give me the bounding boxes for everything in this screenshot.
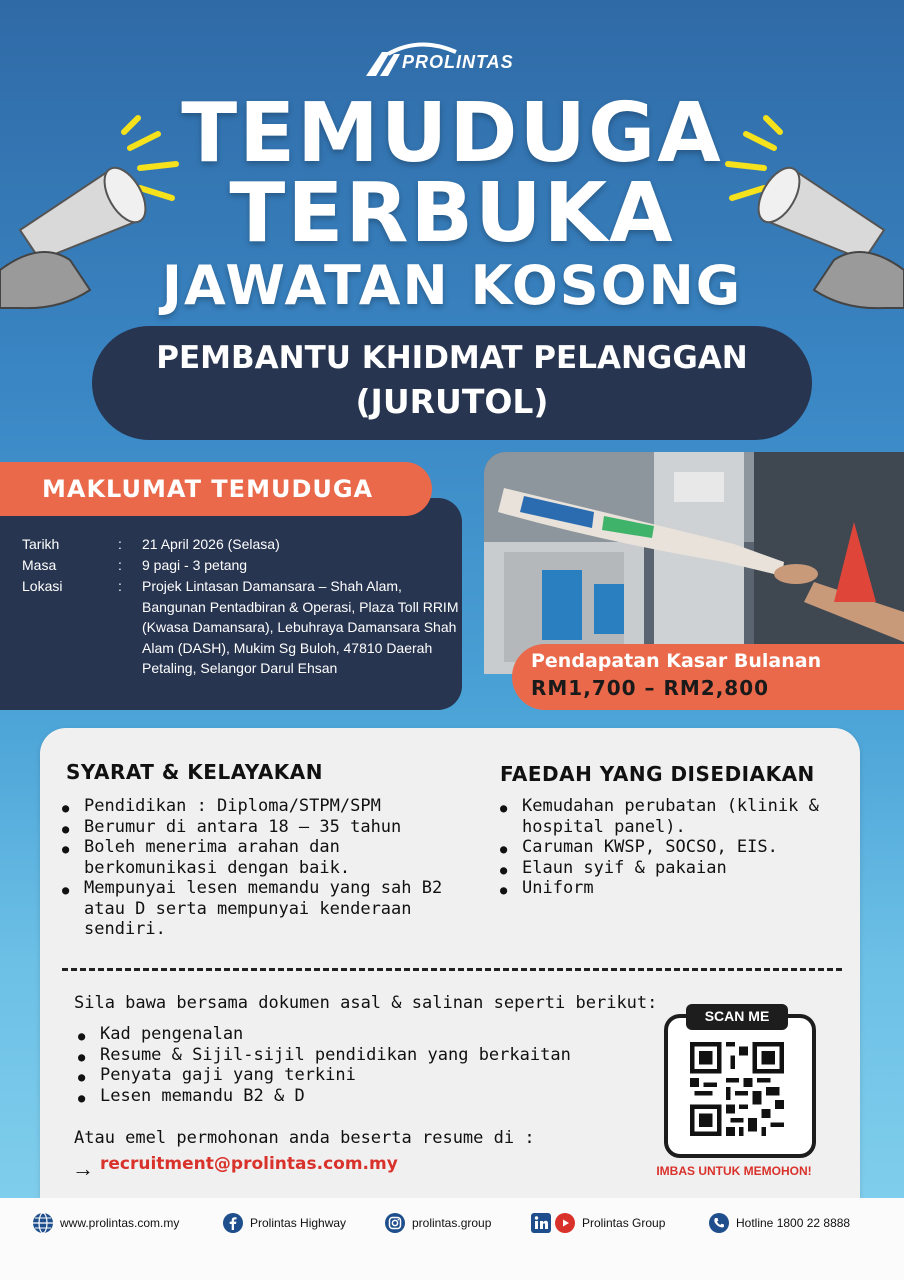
list-item: ● Pendidikan : Diploma/STPM/SPM [62, 796, 482, 817]
globe-icon [32, 1212, 54, 1234]
info-value: Projek Lintasan Damansara – Shah Alam, Bangunan Pentadbiran & Operasi, Plaza Toll RRIM (Kwasa Damansara), Lebuhraya Damansara Shah Alam (DASH), Mukim Sg Buloh, 47810 Daerah Petaling, Selangor Darul Ehsan [142, 578, 459, 676]
salary-label: Pendapatan Kasar Bulanan [531, 650, 822, 672]
footer-facebook-text: Prolintas Highway [250, 1216, 347, 1230]
footer-instagram-text: prolintas.group [412, 1216, 492, 1230]
scan-me-label: SCAN ME [704, 1008, 770, 1024]
info-label: Masa [22, 557, 57, 573]
list-item: ● Resume & Sijil-sijil pendidikan yang berkaitan [78, 1045, 638, 1066]
footer-bar [0, 1198, 904, 1280]
linkedin-icon [530, 1212, 552, 1234]
info-value: 9 pagi - 3 petang [142, 557, 248, 573]
footer-linkedin-youtube[interactable] [530, 1212, 665, 1234]
youtube-icon [554, 1212, 576, 1234]
documents-intro: Sila bawa bersama dokumen asal & salinan seperti berikut: [74, 993, 658, 1013]
list-item: ● Penyata gaji yang terkini [78, 1065, 638, 1086]
job-title-line2: (JURUTOL) [355, 382, 549, 421]
instagram-icon [384, 1212, 406, 1234]
dashed-divider [62, 968, 842, 971]
email-intro: Atau emel permohonan anda beserta resume di : [74, 1128, 535, 1148]
footer-hotline-text: Hotline 1800 22 8888 [736, 1216, 851, 1230]
footer-linkedin-youtube-text: Prolintas Group [582, 1216, 666, 1230]
footer-website[interactable] [32, 1212, 179, 1234]
headline-terbuka: TERBUKA [229, 166, 675, 261]
arrow-right-icon: → [72, 1156, 94, 1181]
job-title-banner [92, 326, 812, 440]
scan-to-apply-caption: IMBAS UNTUK MEMOHON! [656, 1164, 812, 1178]
salary-range: RM1,700 – RM2,800 [531, 676, 770, 700]
footer-hotline[interactable] [708, 1212, 850, 1234]
toll-booth-photo [484, 452, 904, 674]
list-item: ● Boleh menerima arahan dan berkomunikasi dengan baik. [62, 837, 482, 878]
list-item: ● Caruman KWSP, SOCSO, EIS. [500, 837, 820, 858]
list-item: ● Uniform [500, 878, 820, 899]
email-link[interactable]: recruitment@prolintas.com.my [100, 1154, 398, 1174]
info-label: Tarikh [22, 536, 60, 552]
brand-name: PROLINTAS [402, 52, 514, 72]
documents-list [78, 1024, 638, 1106]
phone-icon [708, 1212, 730, 1234]
headline-jawatan-kosong: JAWATAN KOSONG [161, 254, 743, 317]
info-value: 21 April 2026 (Selasa) [142, 536, 280, 552]
footer-facebook[interactable] [222, 1212, 346, 1234]
list-item: ● Elaun syif & pakaian [500, 858, 820, 879]
info-label: Lokasi [22, 578, 63, 594]
footer-website-text: www.prolintas.com.my [60, 1216, 180, 1230]
facebook-icon [222, 1212, 244, 1234]
requirements-list [62, 796, 482, 940]
requirements-heading: SYARAT & KELAYAKAN [66, 760, 324, 784]
interview-info-heading: MAKLUMAT TEMUDUGA [42, 475, 374, 503]
list-item: ● Berumur di antara 18 – 35 tahun [62, 817, 482, 838]
benefits-heading: FAEDAH YANG DISEDIAKAN [500, 762, 815, 786]
info-colon: : [118, 578, 122, 594]
footer-instagram[interactable] [384, 1212, 491, 1234]
headline-temuduga: TEMUDUGA [181, 86, 723, 181]
qr-code-icon[interactable] [690, 1042, 784, 1136]
benefits-list [500, 796, 820, 899]
info-colon: : [118, 536, 122, 552]
list-item: ● Lesen memandu B2 & D [78, 1086, 638, 1107]
list-item: ● Kad pengenalan [78, 1024, 638, 1045]
list-item: ● Kemudahan perubatan (klinik & hospital panel). [500, 796, 820, 837]
list-item: ● Mempunyai lesen memandu yang sah B2 atau D serta mempunyai kenderaan sendiri. [62, 878, 482, 940]
info-colon: : [118, 557, 122, 573]
job-title-line1: PEMBANTU KHIDMAT PELANGGAN [156, 340, 748, 376]
